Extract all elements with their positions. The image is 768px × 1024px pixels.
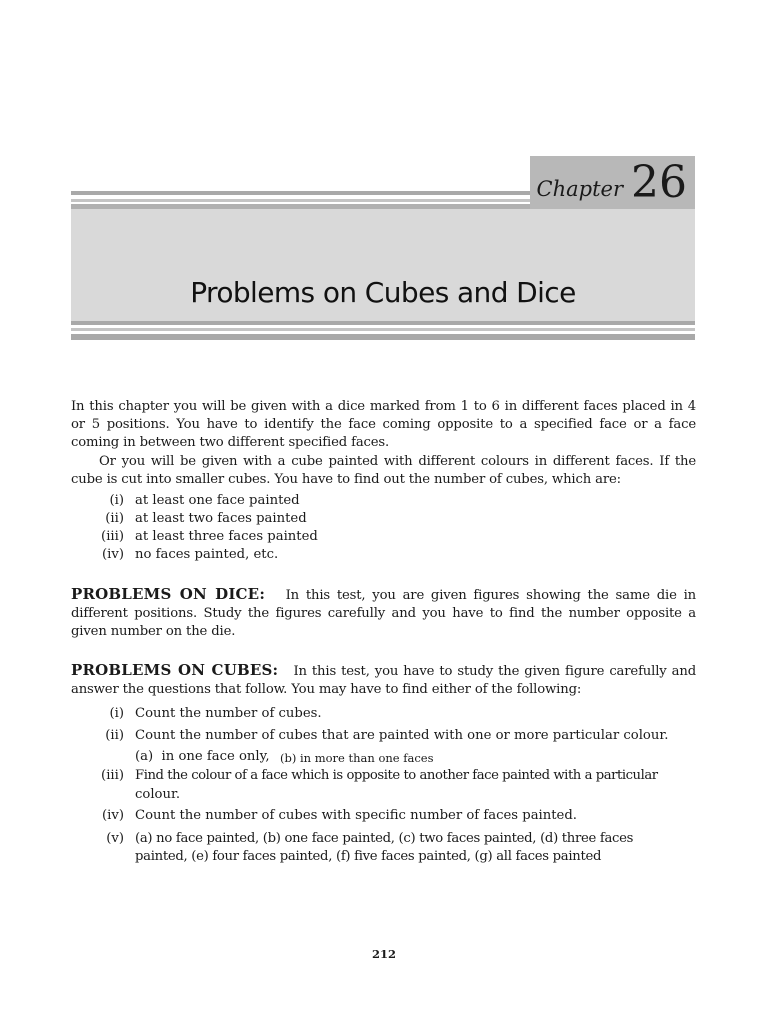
cubes-heading: PROBLEMS ON CUBES:: [71, 661, 279, 679]
list-number: (i): [109, 493, 124, 508]
list-text: (a) no face painted, (b) one face painted, (c) two faces painted, (d) three faces: [135, 831, 634, 846]
header-stripe-bottom-3: [71, 334, 695, 340]
chapter-title: Problems on Cubes and Dice: [190, 276, 576, 309]
cubes-section: [71, 661, 696, 699]
chapter-number: 26: [631, 156, 687, 208]
list-text: no faces painted, etc.: [135, 547, 279, 562]
subitem-b: (b) in more than one faces: [280, 751, 434, 765]
chapter-label: [530, 156, 695, 209]
list-number: (iv): [102, 808, 124, 823]
header-stripe-bottom-2: [71, 328, 695, 331]
header-stripe-top-2: [71, 199, 530, 202]
list-number: (iii): [101, 529, 124, 544]
page-number: 212: [371, 947, 396, 961]
intro-paragraph-1: In this chapter you will be given with a dice marked from 1 to 6 in different faces placed in 4 or 5 positions. You have to identify the face coming opposite to a specified face or a face coming in between two different specified faces.: [71, 399, 696, 451]
dice-section: [71, 585, 696, 642]
list-number: (i): [109, 706, 124, 721]
chapter-word: Chapter: [536, 176, 623, 201]
list-number: (ii): [105, 511, 124, 526]
list-text: Find the colour of a face which is opposite to another face painted with a particular: [135, 768, 658, 783]
list-number: (iii): [101, 768, 124, 783]
list-text: at least three faces painted: [135, 529, 318, 544]
list-text: painted, (e) four faces painted, (f) five faces painted, (g) all faces painted: [135, 849, 602, 864]
list-number: (v): [106, 831, 124, 846]
list-text: Count the number of cubes.: [135, 706, 322, 721]
dice-heading: PROBLEMS ON DICE:: [71, 585, 266, 603]
subitem-a: (a) in one face only,: [135, 749, 274, 764]
list-text: Count the number of cubes with specific number of faces painted.: [135, 808, 578, 823]
header-stripe-top: [71, 191, 530, 195]
list-text: at least one face painted: [135, 493, 300, 508]
list-text: Count the number of cubes that are painted with one or more particular colour.: [135, 728, 669, 743]
intro-paragraph-2: Or you will be given with a cube painted with different colours in different faces. If the cube is cut into smaller cubes. You have to find out the number of cubes, which are:: [71, 454, 696, 488]
cubes-text: In this test, you have to study the given figure carefully and answer the questions that follow. You may have to find either of the following:: [71, 664, 696, 698]
header-stripe-bottom: [71, 321, 695, 325]
list-text: colour.: [135, 787, 181, 802]
list-number: (ii): [105, 728, 124, 743]
dice-text: In this test, you are given figures showing the same die in different positions. Study the figures carefully and you have to find the number opposite a given number on the die.: [71, 588, 696, 640]
list-number: (iv): [102, 547, 124, 562]
list-text: at least two faces painted: [135, 511, 307, 526]
